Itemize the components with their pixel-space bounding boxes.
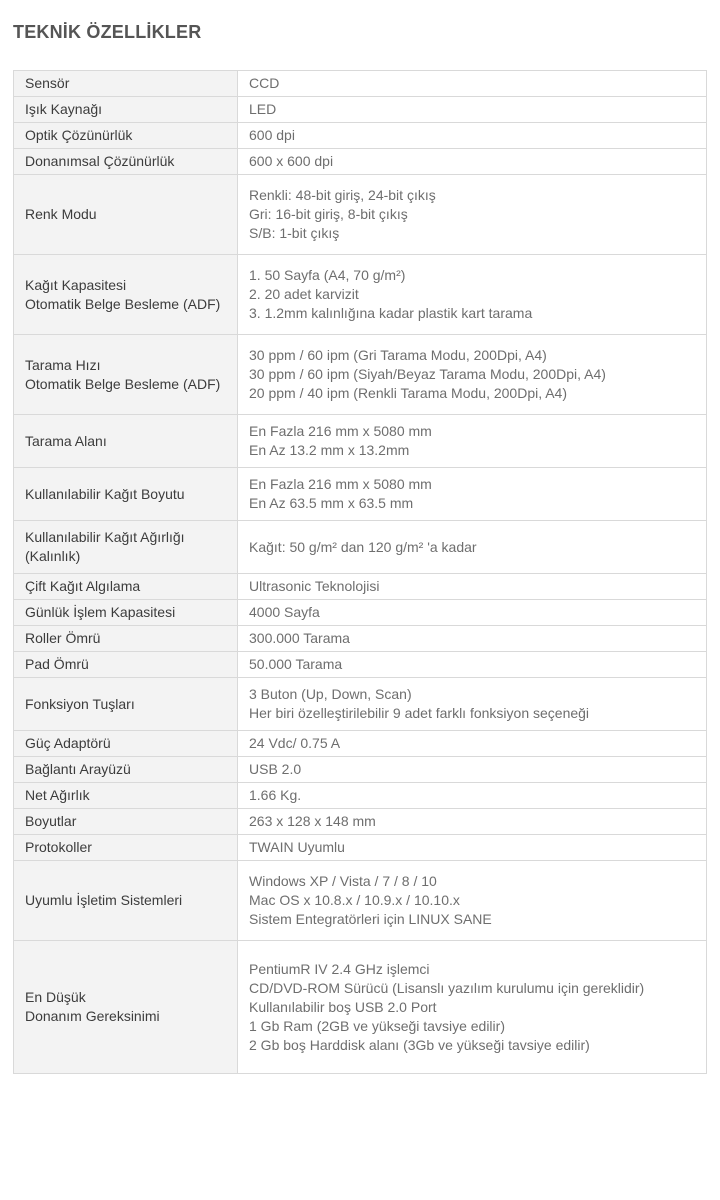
spec-label (14, 941, 238, 1074)
spec-label (14, 71, 238, 97)
spec-value-line: 2. 20 adet karvizit (249, 286, 359, 302)
spec-label-line: Uyumlu İşletim Sistemleri (25, 892, 183, 908)
spec-row (14, 123, 707, 149)
spec-value (238, 783, 707, 809)
spec-label-line: Bağlantı Arayüzü (25, 761, 131, 777)
spec-label-line: Günlük İşlem Kapasitesi (25, 604, 176, 620)
spec-row (14, 574, 707, 600)
spec-row (14, 731, 707, 757)
spec-value (238, 521, 707, 574)
spec-value-line: 1. 50 Sayfa (A4, 70 g/m²) (249, 267, 406, 283)
spec-value-line: CCD (249, 75, 280, 91)
spec-value-line: Gri: 16-bit giriş, 8-bit çıkış (249, 206, 408, 222)
spec-value (238, 255, 707, 335)
spec-label (14, 861, 238, 941)
spec-label-line: Donanım Gereksinimi (25, 1008, 160, 1024)
spec-value (238, 574, 707, 600)
spec-row (14, 783, 707, 809)
spec-value-line: Kağıt: 50 g/m² dan 120 g/m² 'a kadar (249, 538, 477, 555)
spec-row (14, 861, 707, 941)
spec-value-line: 24 Vdc/ 0.75 A (249, 735, 341, 751)
spec-value (238, 149, 707, 175)
spec-row (14, 757, 707, 783)
spec-label (14, 123, 238, 149)
spec-label-line: Otomatik Belge Besleme (ADF) (25, 295, 221, 312)
spec-label-line: En Düşük (25, 989, 86, 1005)
spec-value-line: Windows XP / Vista / 7 / 8 / 10 (249, 873, 437, 889)
spec-label-line: Kullanılabilir Kağıt Ağırlığı (25, 529, 185, 545)
spec-table-body (14, 71, 707, 1074)
spec-label (14, 335, 238, 415)
spec-label-line: Net Ağırlık (25, 787, 90, 803)
spec-label-line: Kullanılabilir Kağıt Boyutu (25, 485, 185, 502)
spec-label-line: Güç Adaptörü (25, 735, 111, 751)
spec-label (14, 468, 238, 521)
spec-label-line: Işık Kaynağı (25, 101, 103, 117)
spec-value-line: Sistem Entegratörleri için LINUX SANE (249, 911, 492, 927)
spec-value-line: Mac OS x 10.8.x / 10.9.x / 10.10.x (249, 892, 460, 908)
spec-label-line: Pad Ömrü (25, 656, 89, 672)
spec-label (14, 678, 238, 731)
spec-row (14, 600, 707, 626)
spec-row (14, 255, 707, 335)
spec-label-line: Protokoller (25, 839, 92, 855)
spec-row (14, 415, 707, 468)
spec-label (14, 175, 238, 255)
spec-label-line: (Kalınlık) (25, 548, 81, 564)
spec-label-line: Boyutlar (25, 813, 77, 829)
spec-value-line: S/B: 1-bit çıkış (249, 225, 340, 241)
spec-value-line: Renkli: 48-bit giriş, 24-bit çıkış (249, 187, 436, 203)
spec-row (14, 335, 707, 415)
spec-value (238, 652, 707, 678)
spec-label (14, 574, 238, 600)
spec-label (14, 783, 238, 809)
spec-value (238, 941, 707, 1074)
spec-label (14, 521, 238, 574)
spec-value-line: En Fazla 216 mm x 5080 mm (249, 423, 432, 439)
spec-value-line: Ultrasonic Teknolojisi (249, 578, 380, 594)
spec-value (238, 335, 707, 415)
spec-row (14, 809, 707, 835)
spec-value (238, 97, 707, 123)
spec-value-line: TWAIN Uyumlu (249, 839, 345, 855)
spec-label (14, 757, 238, 783)
spec-label-line: Fonksiyon Tuşları (25, 695, 135, 712)
spec-value (238, 468, 707, 521)
spec-label-line: Renk Modu (25, 206, 97, 222)
spec-value (238, 757, 707, 783)
spec-value-line: 3. 1.2mm kalınlığına kadar plastik kart tarama (249, 305, 533, 321)
spec-value-line: 4000 Sayfa (249, 604, 320, 620)
spec-label (14, 652, 238, 678)
spec-value-line: 1.66 Kg. (249, 787, 302, 803)
spec-row (14, 835, 707, 861)
spec-row (14, 97, 707, 123)
spec-value (238, 175, 707, 255)
spec-value-line: Her biri özelleştirilebilir 9 adet farklı fonksiyon seçeneği (249, 705, 590, 721)
spec-row (14, 626, 707, 652)
spec-value (238, 626, 707, 652)
spec-value-line: 2 Gb boş Harddisk alanı (3Gb ve yükseği tavsiye edilir) (249, 1036, 590, 1053)
spec-value (238, 861, 707, 941)
spec-label (14, 149, 238, 175)
spec-value-line: 30 ppm / 60 ipm (Gri Tarama Modu, 200Dpi, A4) (249, 347, 547, 363)
spec-label (14, 415, 238, 468)
spec-value-line: 50.000 Tarama (249, 656, 343, 672)
spec-row (14, 71, 707, 97)
spec-row (14, 941, 707, 1074)
spec-value-line: 600 x 600 dpi (249, 153, 334, 169)
spec-label (14, 600, 238, 626)
spec-value-line: Kullanılabilir boş USB 2.0 Port (249, 998, 437, 1015)
spec-label (14, 626, 238, 652)
spec-value-line: 300.000 Tarama (249, 630, 350, 646)
spec-label-line: Tarama Alanı (25, 432, 107, 449)
spec-value-line: 20 ppm / 40 ipm (Renkli Tarama Modu, 200Dpi, A4) (249, 385, 568, 401)
spec-label (14, 255, 238, 335)
spec-value-line: CD/DVD-ROM Sürücü (Lisanslı yazılım kurulumu için gereklidir) (249, 979, 645, 996)
spec-value (238, 731, 707, 757)
spec-value-line: En Az 13.2 mm x 13.2mm (249, 442, 410, 458)
spec-label (14, 731, 238, 757)
spec-label-line: Roller Ömrü (25, 630, 101, 646)
spec-row (14, 521, 707, 574)
spec-label-line: Donanımsal Çözünürlük (25, 153, 175, 169)
spec-value-line: 30 ppm / 60 ipm (Siyah/Beyaz Tarama Modu, 200Dpi, A4) (249, 366, 606, 382)
spec-value (238, 835, 707, 861)
spec-label (14, 835, 238, 861)
spec-value (238, 678, 707, 731)
spec-value-line: 3 Buton (Up, Down, Scan) (249, 686, 412, 702)
spec-value-line: USB 2.0 (249, 761, 302, 777)
spec-value (238, 809, 707, 835)
spec-label-line: Çift Kağıt Algılama (25, 578, 141, 594)
spec-label-line: Tarama Hızı (25, 356, 101, 373)
spec-row (14, 468, 707, 521)
spec-label-line: Sensör (25, 75, 70, 91)
spec-value-line: En Fazla 216 mm x 5080 mm (249, 476, 432, 492)
spec-value (238, 71, 707, 97)
spec-value-line: LED (249, 101, 277, 117)
spec-table (13, 70, 707, 1074)
spec-label (14, 97, 238, 123)
spec-value-line: 1 Gb Ram (2GB ve yükseği tavsiye edilir) (249, 1017, 505, 1034)
spec-label-line: Optik Çözünürlük (25, 127, 133, 143)
spec-label-line: Otomatik Belge Besleme (ADF) (25, 375, 221, 392)
spec-value-line: 263 x 128 x 148 mm (249, 813, 376, 829)
spec-label-line: Kağıt Kapasitesi (25, 276, 127, 293)
spec-value-line: PentiumR IV 2.4 GHz işlemci (249, 960, 430, 977)
spec-label (14, 809, 238, 835)
spec-value (238, 415, 707, 468)
spec-row (14, 175, 707, 255)
spec-row (14, 678, 707, 731)
spec-row (14, 149, 707, 175)
page-title: TEKNİK ÖZELLİKLER (13, 22, 202, 42)
spec-value-line: En Az 63.5 mm x 63.5 mm (249, 495, 414, 511)
spec-value-line: 600 dpi (249, 127, 295, 143)
spec-value (238, 600, 707, 626)
spec-row (14, 652, 707, 678)
spec-value (238, 123, 707, 149)
